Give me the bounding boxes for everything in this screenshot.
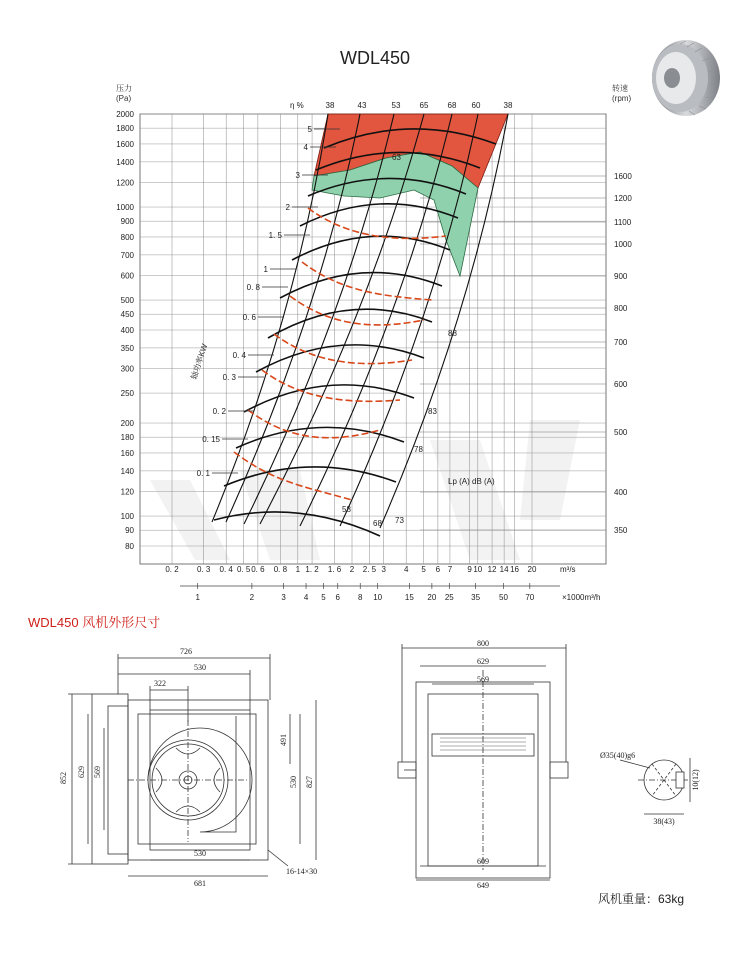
flowh-tick: 15 bbox=[404, 593, 414, 602]
flowh-tick: 35 bbox=[471, 593, 481, 602]
svg-text:726: 726 bbox=[180, 647, 192, 656]
flowh-tick: 2 bbox=[249, 593, 255, 602]
power-tick: 5 bbox=[307, 125, 312, 134]
dimension-section-title: WDL450 风机外形尺寸 bbox=[28, 615, 161, 630]
power-tick: 1 bbox=[263, 265, 268, 274]
fan-weight: 风机重量：63kg bbox=[598, 892, 685, 906]
power-tick: 0. 6 bbox=[242, 313, 256, 322]
chart-title: WDL450 bbox=[339, 48, 411, 68]
eta-tick: 38 bbox=[325, 101, 335, 110]
noise-tick: 63 bbox=[392, 153, 401, 162]
flowh-tick: 25 bbox=[444, 593, 454, 602]
pressure-tick: 1800 bbox=[116, 124, 134, 134]
flow-tick: 0. 4 bbox=[219, 565, 233, 574]
flow-tick: 0. 8 bbox=[273, 565, 288, 574]
flowh-tick: 50 bbox=[499, 593, 508, 602]
eta-label: η % bbox=[290, 101, 304, 110]
flow-tick: 5 bbox=[421, 565, 426, 574]
speed-tick: 1200 bbox=[614, 194, 632, 203]
power-tick: 0. 8 bbox=[246, 283, 260, 292]
noise-tick: 73 bbox=[395, 516, 404, 525]
svg-text:322: 322 bbox=[154, 679, 166, 688]
flow-tick: 10 bbox=[473, 565, 483, 574]
svg-text:629: 629 bbox=[77, 766, 86, 778]
flow-tick: 7 bbox=[447, 565, 453, 574]
flowh-tick: 3 bbox=[281, 593, 286, 602]
speed-tick: 350 bbox=[614, 526, 628, 535]
flow-tick: 1. 6 bbox=[327, 565, 342, 574]
speed-tick: 1100 bbox=[614, 218, 632, 227]
pressure-tick: 350 bbox=[120, 343, 134, 353]
flowh-tick: 8 bbox=[358, 593, 363, 602]
noise-tick: 83 bbox=[428, 407, 437, 416]
flowh-tick: 6 bbox=[335, 593, 340, 602]
svg-text:530: 530 bbox=[194, 849, 206, 858]
speed-tick: 400 bbox=[614, 488, 628, 497]
noise-curve bbox=[290, 296, 424, 325]
flow-tick: 2. 5 bbox=[362, 565, 377, 574]
dimension-drawings bbox=[0, 630, 750, 890]
flowh-unit: ×1000m³/h bbox=[562, 593, 601, 602]
speed-tick: 1600 bbox=[614, 172, 632, 181]
flow-tick: 4 bbox=[403, 565, 409, 574]
pressure-tick: 500 bbox=[120, 296, 134, 306]
side-view-dimensions bbox=[477, 639, 489, 890]
flow-tick: 1. 2 bbox=[305, 565, 319, 574]
noise-tick: 58 bbox=[342, 505, 351, 514]
pressure-tick: 100 bbox=[120, 512, 134, 522]
pressure-tick: 1200 bbox=[116, 178, 134, 188]
pressure-axis-label: 压力 (Pa) bbox=[116, 84, 132, 103]
pressure-tick: 1400 bbox=[116, 157, 134, 167]
flowh-tick: 1 bbox=[195, 593, 200, 602]
svg-text:10(12): 10(12) bbox=[691, 769, 700, 791]
power-tick: 1. 5 bbox=[268, 231, 282, 240]
svg-text:530: 530 bbox=[194, 663, 206, 672]
speed-tick: 900 bbox=[614, 272, 628, 281]
flowh-tick: 70 bbox=[525, 593, 535, 602]
power-tick: 4 bbox=[303, 143, 308, 152]
flow-tick: 1 bbox=[295, 565, 301, 574]
svg-text:629: 629 bbox=[477, 657, 489, 666]
power-tick: 0. 1 bbox=[196, 469, 210, 478]
svg-text:800: 800 bbox=[477, 639, 489, 648]
svg-text:491: 491 bbox=[279, 734, 288, 746]
pressure-tick: 250 bbox=[120, 389, 134, 399]
eta-tick: 68 bbox=[447, 101, 457, 110]
svg-text:569: 569 bbox=[93, 766, 102, 778]
flowh-tick: 20 bbox=[427, 593, 437, 602]
svg-text:681: 681 bbox=[194, 879, 206, 888]
flow-unit: m³/s bbox=[560, 565, 576, 574]
pressure-curve bbox=[256, 345, 424, 372]
pressure-tick: 200 bbox=[120, 419, 134, 429]
power-tick: 0. 3 bbox=[222, 373, 236, 382]
flowh-tick: 4 bbox=[303, 593, 309, 602]
speed-tick: 1000 bbox=[614, 240, 632, 249]
flow-tick: 20 bbox=[527, 565, 537, 574]
flow-tick: 0. 2 bbox=[165, 565, 179, 574]
flow-tick: 6 bbox=[435, 565, 441, 574]
flow-tick: 3 bbox=[381, 565, 386, 574]
flowh-tick: 5 bbox=[321, 593, 326, 602]
pressure-tick: 160 bbox=[120, 448, 134, 458]
pressure-tick: 140 bbox=[120, 466, 134, 476]
flow-tick: 9 bbox=[467, 565, 472, 574]
noise-tick: 88 bbox=[448, 329, 457, 338]
pressure-tick: 900 bbox=[120, 217, 134, 227]
pressure-curve bbox=[280, 273, 442, 298]
power-tick: 0. 4 bbox=[232, 351, 246, 360]
svg-text:569: 569 bbox=[477, 675, 489, 684]
pressure-tick: 300 bbox=[120, 364, 134, 374]
power-tick: 3 bbox=[295, 171, 300, 180]
pressure-tick: 80 bbox=[125, 542, 134, 551]
flowh-tick: 10 bbox=[373, 593, 383, 602]
speed-tick: 600 bbox=[614, 380, 628, 389]
flow-tick: 14 bbox=[499, 565, 509, 574]
pressure-tick: 600 bbox=[120, 271, 134, 281]
pressure-tick: 90 bbox=[125, 526, 134, 536]
svg-text:16-14×30: 16-14×30 bbox=[286, 867, 318, 876]
pressure-tick: 400 bbox=[120, 326, 134, 335]
pressure-tick: 180 bbox=[120, 433, 134, 443]
power-axis-label: 轴功率KW bbox=[189, 342, 210, 381]
noise-label: Lp (A) dB (A) bbox=[448, 477, 495, 486]
speed-tick: 500 bbox=[614, 428, 628, 437]
svg-text:38(43): 38(43) bbox=[653, 817, 675, 826]
svg-text:649: 649 bbox=[477, 881, 489, 890]
eta-tick: 60 bbox=[471, 101, 481, 110]
eta-tick: 53 bbox=[391, 101, 401, 110]
svg-text:Ø35(40)g6: Ø35(40)g6 bbox=[600, 751, 636, 760]
power-tick: 2 bbox=[285, 203, 290, 212]
flow-tick: 2 bbox=[349, 565, 355, 574]
power-tick: 0. 15 bbox=[202, 435, 220, 444]
pressure-tick: 800 bbox=[120, 232, 134, 242]
shaft-dimensions bbox=[600, 751, 700, 826]
flow-tick: 12 bbox=[487, 565, 497, 574]
eta-tick: 65 bbox=[419, 101, 429, 110]
speed-axis-label: 转速 (rpm) bbox=[612, 84, 632, 103]
pressure-tick: 1000 bbox=[116, 203, 134, 213]
pressure-tick: 1600 bbox=[116, 139, 134, 149]
power-tick: 0. 2 bbox=[212, 407, 226, 416]
front-view bbox=[68, 654, 316, 876]
flow-tick: 0. 6 bbox=[251, 565, 265, 574]
noise-tick: 78 bbox=[414, 445, 423, 454]
eta-tick: 43 bbox=[357, 101, 367, 110]
svg-text:530: 530 bbox=[289, 776, 298, 788]
svg-text:609: 609 bbox=[477, 857, 489, 866]
noise-tick: 68 bbox=[373, 519, 382, 528]
pressure-tick: 450 bbox=[120, 310, 134, 320]
pressure-tick: 120 bbox=[120, 487, 134, 497]
pressure-tick: 2000 bbox=[116, 110, 134, 119]
flow-tick: 16 bbox=[510, 565, 520, 574]
eta-tick: 38 bbox=[503, 101, 513, 110]
svg-text:827: 827 bbox=[305, 776, 314, 788]
svg-text:852: 852 bbox=[59, 772, 68, 784]
speed-tick: 700 bbox=[614, 338, 628, 347]
flow-tick: 0. 5 bbox=[236, 565, 251, 574]
pressure-tick: 700 bbox=[120, 250, 134, 260]
flow-tick: 0. 3 bbox=[197, 565, 211, 574]
shaft-section bbox=[620, 758, 690, 814]
speed-tick: 800 bbox=[614, 304, 628, 313]
pressure-curve bbox=[292, 236, 450, 260]
